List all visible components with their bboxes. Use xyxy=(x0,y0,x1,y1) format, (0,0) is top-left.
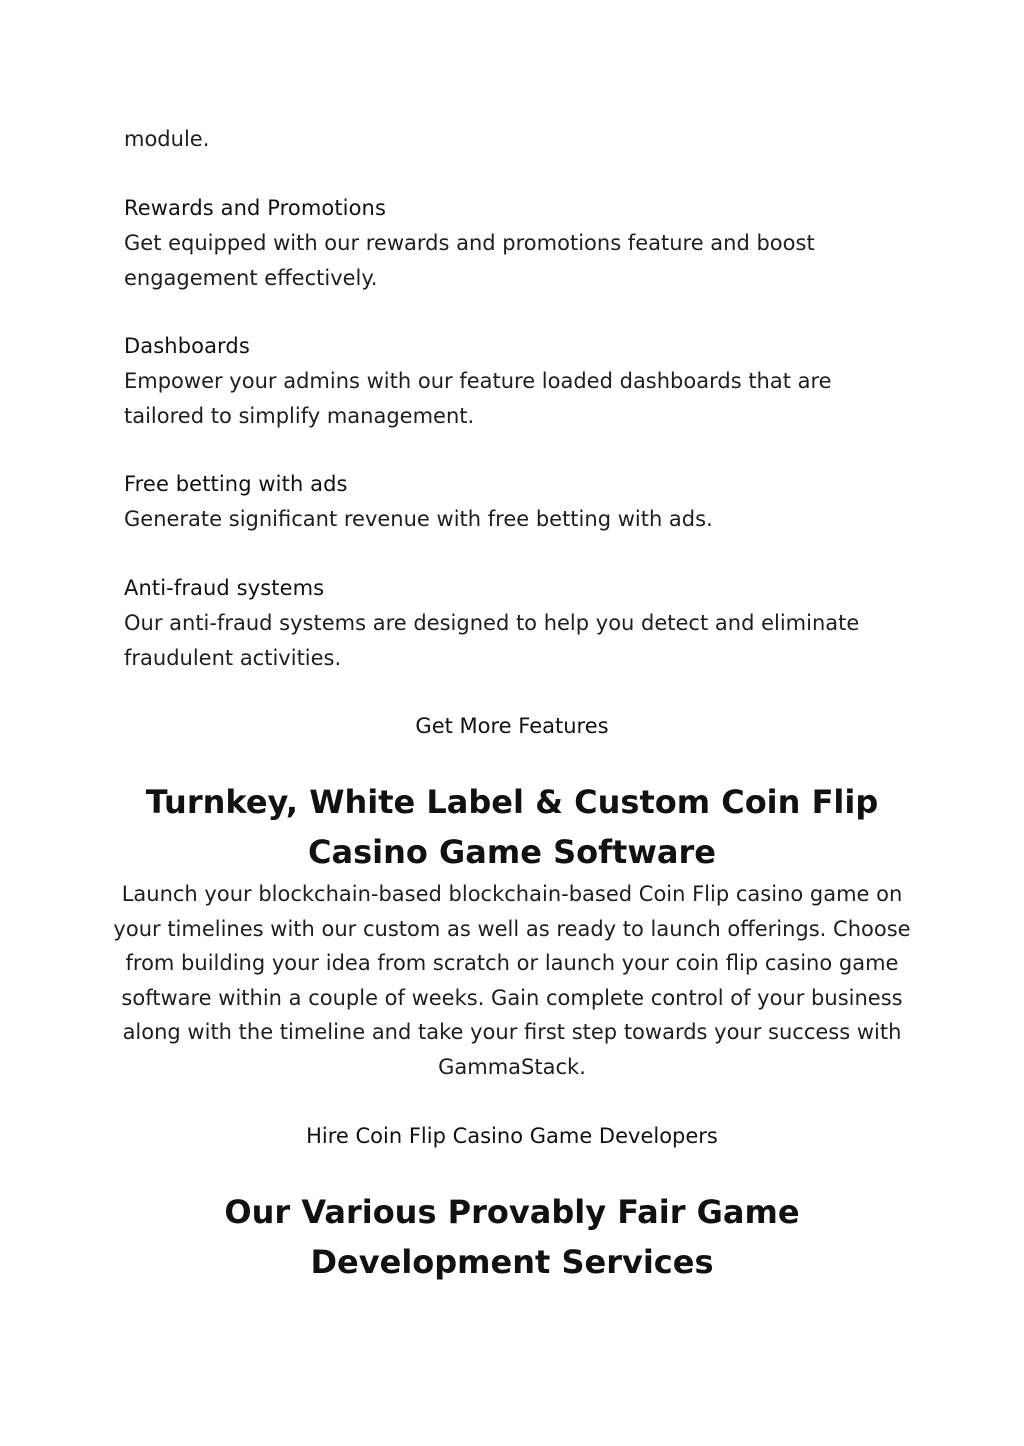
feature-title-rewards: Rewards and Promotions xyxy=(124,196,386,220)
feature-description-rewards: Get equipped with our rewards and promotions feature and boost engagement effectively. xyxy=(124,231,815,290)
feature-title-free-betting: Free betting with ads xyxy=(124,472,348,496)
feature-title-anti-fraud: Anti-fraud systems xyxy=(124,576,325,600)
hire-developers-link[interactable]: Hire Coin Flip Casino Game Developers xyxy=(306,1124,718,1148)
services-section-heading: Our Various Provably Fair Game Development Services xyxy=(224,1193,800,1281)
intro-fragment: module. xyxy=(124,127,210,151)
turnkey-section-heading: Turnkey, White Label & Custom Coin Flip Casino Game Software xyxy=(145,783,879,871)
get-more-features-link[interactable]: Get More Features xyxy=(415,714,609,738)
feature-description-free-betting: Generate significant revenue with free betting with ads. xyxy=(124,507,713,531)
feature-description-anti-fraud: Our anti-fraud systems are designed to help you detect and eliminate fraudulent activities. xyxy=(124,611,860,670)
turnkey-section-body: Launch your blockchain-based blockchain-based Coin Flip casino game on your timelines with our custom as well as ready to launch offerings. Choose from building your idea from scratch or launch your coin flip casino game software within a couple of weeks. Gain complete control of your business along with the timeline and take your first step towards your success with GammaStack. xyxy=(113,882,911,1079)
feature-description-dashboards: Empower your admins with our feature loaded dashboards that are tailored to simplify management. xyxy=(124,369,832,428)
feature-title-dashboards: Dashboards xyxy=(124,334,250,358)
